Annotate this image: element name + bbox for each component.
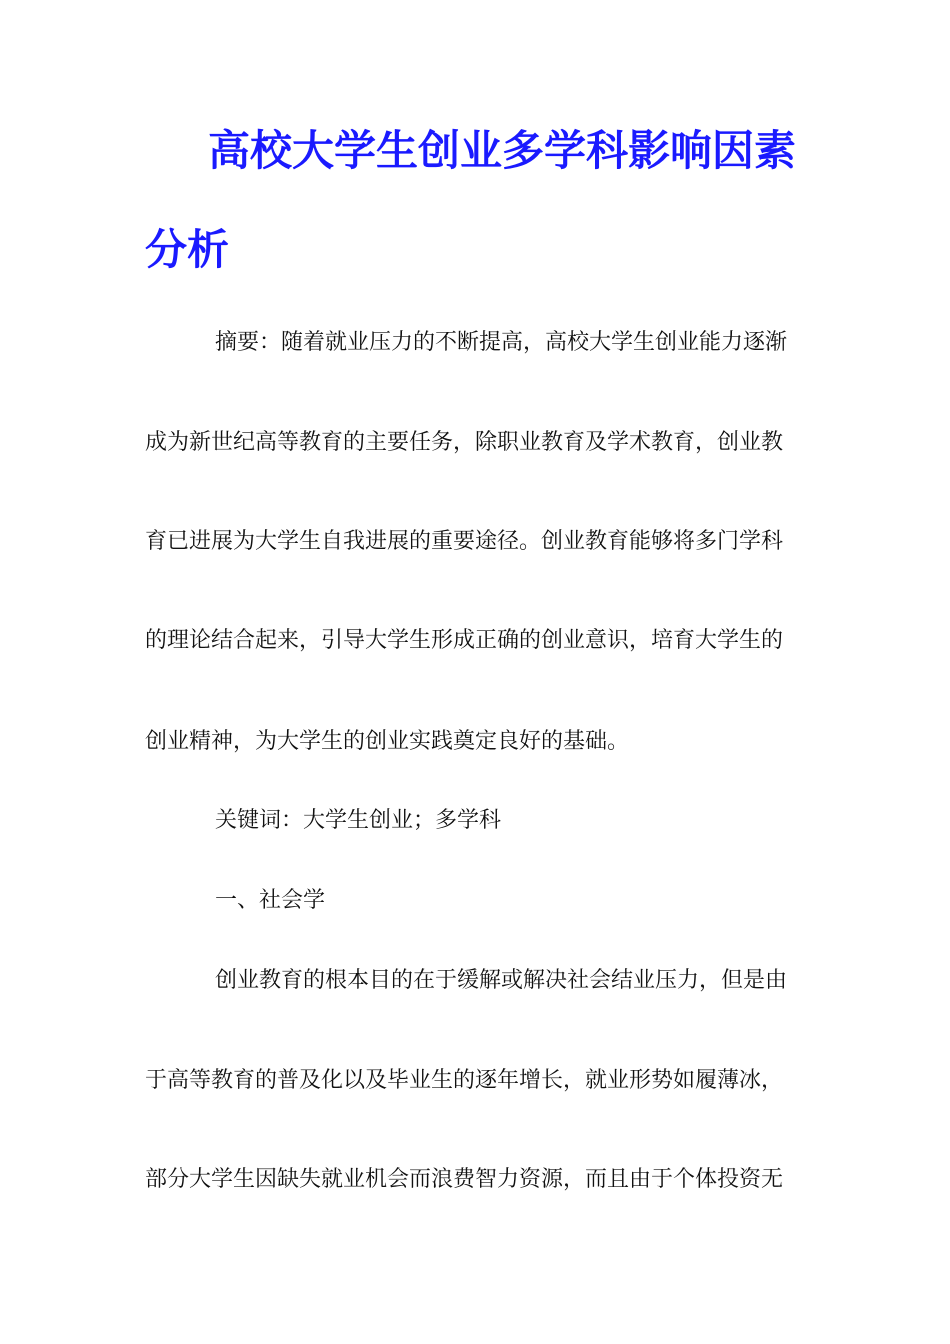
title-line-2: 分析 [145,225,230,274]
section-heading: 一、社会学 [215,888,326,913]
abstract-line: 的理论结合起来，引导大学生形成正确的创业意识，培育大学生的 [145,628,784,653]
title-line-1: 高校大学生创业多学科影响因素 [208,126,797,175]
body-line: 部分大学生因缺失就业机会而浪费智力资源，而且由于个体投资无 [145,1167,784,1192]
abstract-line: 成为新世纪高等教育的主要任务，除职业教育及学术教育，创业教 [145,430,784,455]
abstract-line: 创业精神，为大学生的创业实践奠定良好的基础。 [145,729,630,754]
abstract-line: 育已进展为大学生自我进展的重要途径。创业教育能够将多门学科 [145,529,784,554]
body-line: 于高等教育的普及化以及毕业生的逐年增长，就业形势如履薄冰， [145,1068,784,1093]
body-line: 创业教育的根本目的在于缓解或解决社会结业压力，但是由 [215,968,788,993]
abstract-line: 摘要：随着就业压力的不断提高，高校大学生创业能力逐渐 [215,330,788,355]
keywords-line: 关键词：大学生创业；多学科 [215,808,502,833]
